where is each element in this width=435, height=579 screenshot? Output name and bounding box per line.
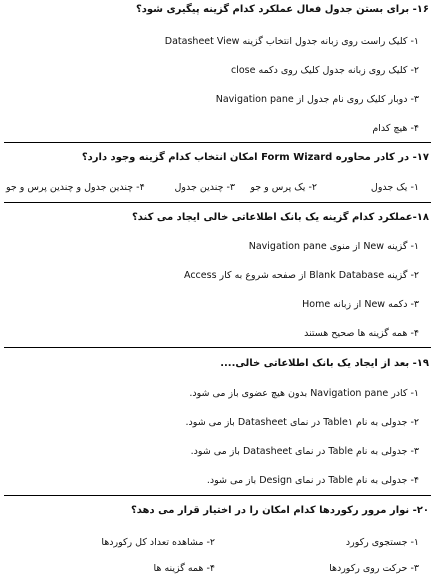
section-divider (4, 347, 431, 348)
option: ۴- همه گزینه ها (153, 563, 215, 574)
option: ۲- کلیک روی زبانه جدول کلیک روی دکمه close (230, 65, 419, 76)
section-divider (4, 142, 431, 143)
option: ۴- چندین جدول و چندین پرس و جو (6, 182, 145, 193)
question-stem: ۲۰- نوار مرور رکوردها کدام امکان را در اختیار قرار می دهد؟ (130, 505, 429, 516)
question-stem: ۱۷- در کادر محاوره Form Wizard امکان انتخاب کدام گزینه وجود دارد؟ (81, 152, 429, 163)
section-divider (4, 202, 431, 203)
option: ۳- جدولی به نام Table در نمای Datasheet باز می شود. (190, 446, 419, 457)
option: ۱- کادر Navigation pane بدون هیچ عضوی باز می شود. (189, 388, 419, 399)
option: ۲- گزینه Blank Database از صفحه شروع به کار Access (184, 270, 419, 281)
question-stem: ۱۶- برای بستن جدول فعال عملکرد کدام گزینه پیگیری شود؟ (135, 4, 429, 15)
option: ۱- یک جدول (370, 182, 419, 193)
option: ۴- هیچ کدام (372, 123, 419, 134)
option: ۱- جستجوی رکورد (345, 537, 419, 548)
option: ۳- دوبار کلیک روی نام جدول از Navigation pane (215, 94, 419, 105)
option: ۴- جدولی به نام Table در نمای Design باز می شود. (206, 475, 419, 486)
section-divider (4, 495, 431, 496)
question-stem: ۱۸-عملکرد کدام گزینه یک بانک اطلاعاتی خالی ایجاد می کند؟ (131, 212, 429, 223)
option: ۲- جدولی به نام Table۱ در نمای Datasheet باز می شود. (185, 417, 419, 428)
option: ۳- دکمه New از زبانه Home (302, 299, 419, 310)
option: ۲- یک پرس و جو (250, 182, 317, 193)
option: ۲- مشاهده تعداد کل رکوردها (101, 537, 215, 548)
option: ۳- حرکت روی رکوردها (329, 563, 419, 574)
option: ۳- چندین جدول (174, 182, 235, 193)
option: ۱- گزینه New از منوی Navigation pane (248, 241, 419, 252)
question-stem: ۱۹- بعد از ایجاد یک بانک اطلاعاتی خالی.... (220, 358, 429, 369)
option: ۴- همه گزینه ها صحیح هستند (304, 328, 419, 339)
option: ۱- کلیک راست روی زبانه جدول انتخاب گزینه Datasheet View (164, 36, 419, 47)
